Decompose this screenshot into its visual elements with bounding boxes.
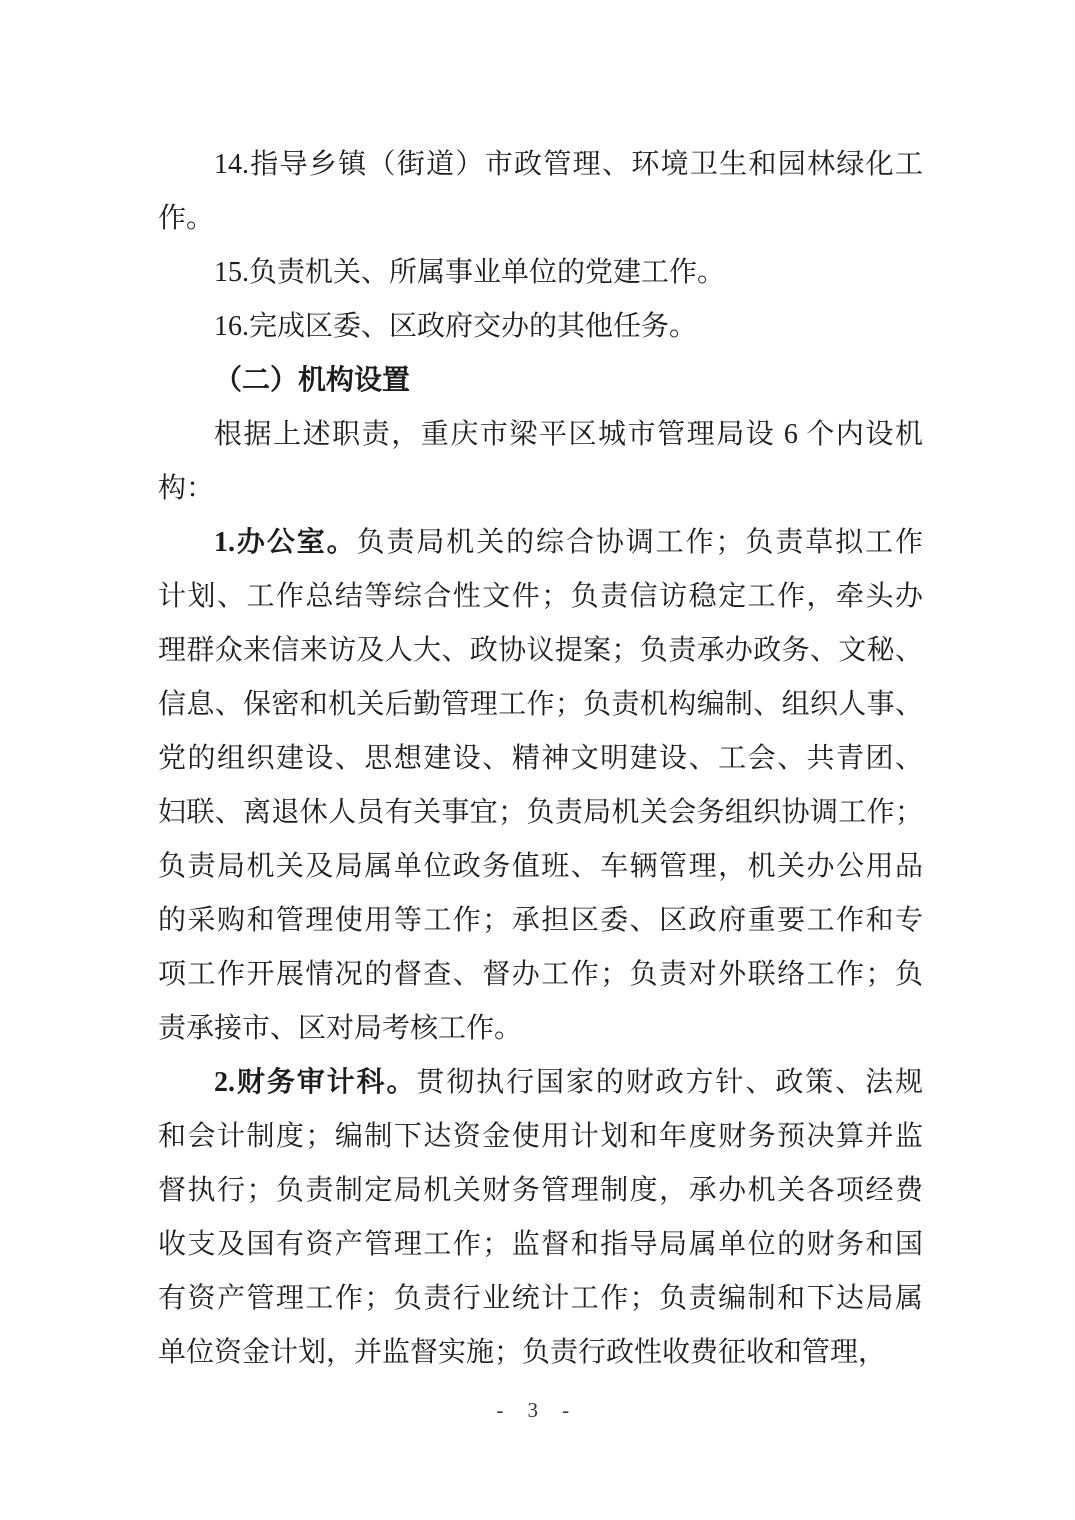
section-heading-text: （二）机构设置 [214,365,411,396]
text-line [158,1164,923,1218]
line-text: 作。 [158,203,215,234]
text-line [158,138,923,192]
text-line [158,678,923,732]
line-text: 妇联、离退休人员有关事宜；负责局机关会务组织协调工作； [158,797,923,828]
line-text: 15.负责机关、所属事业单位的党建工作。 [214,257,726,288]
text-line [158,1110,923,1164]
line-text: 构： [158,473,215,504]
text-line [158,570,923,624]
item-title: 1.办公室。 [214,527,357,558]
text-line [158,732,923,786]
section-heading [158,354,923,408]
text-line [158,462,923,516]
text-line [158,1326,923,1380]
line-text: 根据上述职责，重庆市梁平区城市管理局设 6 个内设机 [214,419,923,450]
line-text: 16.完成区委、区政府交办的其他任务。 [214,311,698,342]
line-text: 理群众来信来访及人大、政协议提案；负责承办政务、文秘、 [158,635,923,666]
page-number: - 3 - [496,1398,579,1422]
text-line [158,408,923,462]
line-text: 督执行；负责制定局机关财务管理制度，承办机关各项经费 [158,1175,923,1206]
text-line [158,1272,923,1326]
item-title: 2.财务审计科。 [214,1067,417,1098]
text-line [158,948,923,1002]
line-text: 计划、工作总结等综合性文件；负责信访稳定工作，牵头办 [158,581,923,612]
text-line [158,840,923,894]
line-text: 责承接市、区对局考核工作。 [158,1013,523,1044]
line-text: 信息、保密和机关后勤管理工作；负责机构编制、组织人事、 [158,689,923,720]
line-text: 有资产管理工作；负责行业统计工作；负责编制和下达局属 [158,1283,923,1314]
line-text: 收支及国有资产管理工作；监督和指导局属单位的财务和国 [158,1229,923,1260]
text-line [158,1002,923,1056]
line-text: 的采购和管理使用等工作；承担区委、区政府重要工作和专 [158,905,923,936]
line-text: 项工作开展情况的督查、督办工作；负责对外联络工作；负 [158,959,923,990]
document-body [158,138,923,1380]
line-text: 贯彻执行国家的财政方针、政策、法规 [416,1067,923,1098]
line-text: 负责局机关及局属单位政务值班、车辆管理，机关办公用品 [158,851,923,882]
line-text: 负责局机关的综合协调工作；负责草拟工作 [356,527,923,558]
text-line [158,1218,923,1272]
text-line [158,786,923,840]
text-line [158,1056,923,1110]
text-line [158,246,923,300]
line-text: 和会计制度；编制下达资金使用计划和年度财务预决算并监 [158,1121,923,1152]
text-line [158,192,923,246]
text-line [158,624,923,678]
text-line [158,894,923,948]
text-line [158,300,923,354]
text-line [158,516,923,570]
line-text: 14.指导乡镇（街道）市政管理、环境卫生和园林绿化工 [214,149,923,180]
line-text: 单位资金计划，并监督实施；负责行政性收费征收和管理， [158,1337,887,1368]
line-text: 党的组织建设、思想建设、精神文明建设、工会、共青团、 [158,743,923,774]
